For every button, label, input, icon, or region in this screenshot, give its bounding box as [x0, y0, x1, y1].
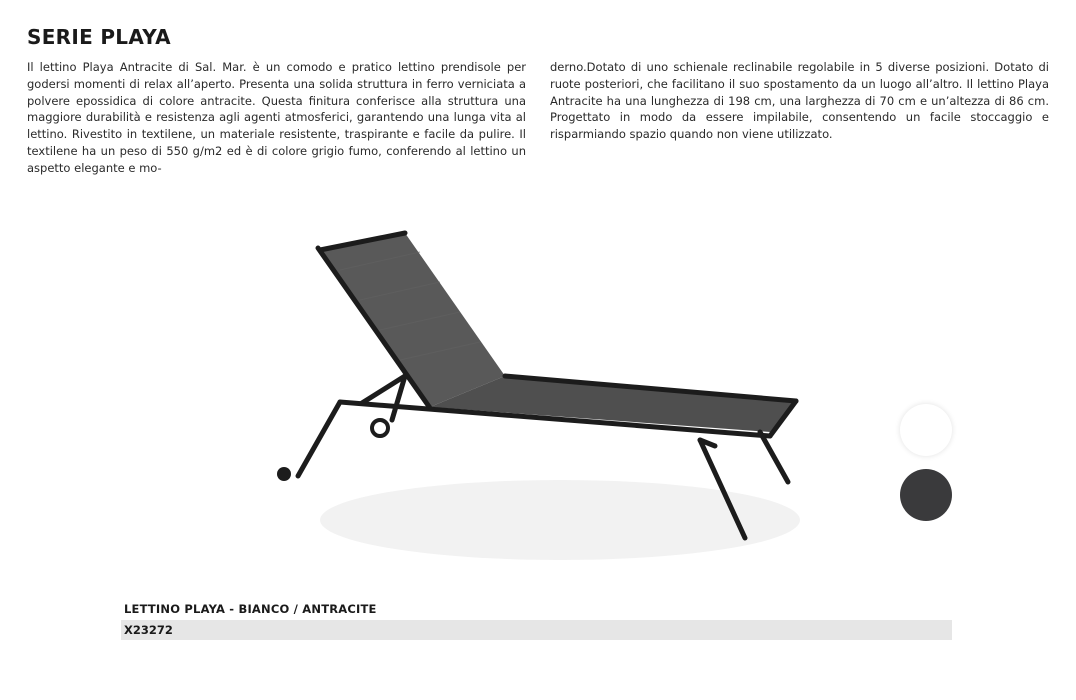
description-column-left: Il lettino Playa Antracite di Sal. Mar. è un comodo e pratico lettino prendisole per godersi momenti di relax all’aperto. Presenta una solida struttura in ferro verniciata a polvere epossidica di colore antracite. Questa finitura conferisce alla struttura una maggiore durabilità e resistenza agli agenti atmosferici, garantendo una lunga vita al lettino. Rivestito in textilene, un materiale resistente, traspirante e facile da pulire. Il textilene ha un peso di 550 g/m2 ed è di colore grigio fumo, conferendo al lettino un aspetto elegante e mo- — [27, 60, 526, 175]
product-code: X23272 — [124, 623, 173, 637]
description-column-right: derno.Dotato di uno schienale reclinabile regolabile in 5 diverse posizioni. Dotato di ruote posteriori, che facilitano il suo spostamento da un luogo all’altro. Il lettino Playa Antracite ha una lunghezza di 198 cm, una larghezza di 70 cm e un’altezza di 86 cm. Progettato in modo da essere impilabile, consentendo un facile stoccaggio e risparmiando spazio quando non viene utilizzato. — [550, 60, 1049, 142]
product-name: LETTINO PLAYA - BIANCO / ANTRACITE — [124, 602, 377, 616]
product-code-row — [121, 620, 952, 640]
sun-lounger-image — [265, 225, 810, 570]
color-swatch-anthracite — [900, 469, 952, 521]
color-swatch-white — [900, 404, 952, 456]
page-title: SERIE PLAYA — [27, 25, 171, 49]
